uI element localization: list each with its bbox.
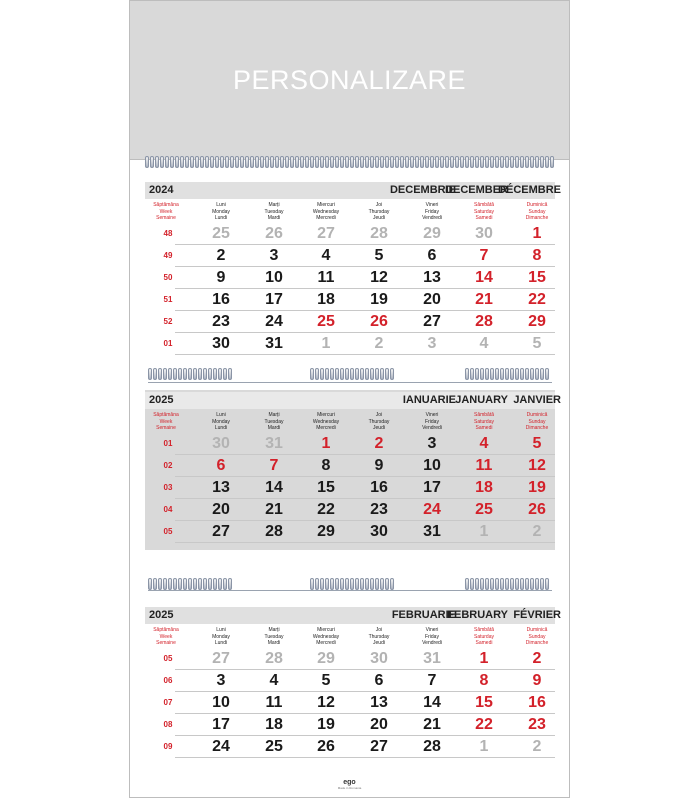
day-cell: 5 bbox=[321, 672, 331, 689]
day-cell: 30 bbox=[370, 650, 388, 667]
day-header-line: Joi bbox=[375, 202, 383, 208]
day-cell: 16 bbox=[528, 694, 546, 711]
day-header-line: Wednesday bbox=[312, 633, 340, 640]
day-header-line: Luni bbox=[216, 202, 226, 208]
year-label: 2025 bbox=[149, 394, 174, 406]
day-cell: 26 bbox=[370, 313, 388, 330]
week-number: 01 bbox=[163, 439, 173, 448]
week-row bbox=[145, 670, 555, 692]
day-cell: 9 bbox=[532, 672, 542, 689]
day-header-line: Monday bbox=[212, 633, 230, 640]
week-header-line: Week bbox=[159, 633, 173, 640]
day-cell: 12 bbox=[528, 457, 546, 474]
month-block bbox=[145, 390, 561, 550]
week-column-header bbox=[149, 412, 183, 432]
spiral-binding bbox=[465, 578, 551, 590]
day-cell: 1 bbox=[479, 523, 489, 540]
day-cell: 31 bbox=[423, 523, 441, 540]
week-header-line: Week bbox=[159, 418, 173, 425]
day-cell: 15 bbox=[317, 479, 335, 496]
week-header-line: Semaine bbox=[156, 640, 176, 646]
month-block bbox=[145, 180, 561, 362]
day-header bbox=[248, 202, 300, 222]
day-cell: 8 bbox=[479, 672, 489, 689]
day-header-line: Vineri bbox=[425, 412, 439, 418]
day-cell: 4 bbox=[321, 247, 331, 264]
day-cell: 19 bbox=[317, 716, 335, 733]
day-cell: 17 bbox=[265, 291, 283, 308]
spiral-binding bbox=[148, 368, 234, 380]
footer-logo: ego bbox=[343, 779, 356, 786]
day-cell: 2 bbox=[532, 650, 542, 667]
week-header-line: Semaine bbox=[156, 425, 176, 431]
week-row bbox=[145, 648, 555, 670]
day-header bbox=[511, 412, 563, 432]
day-cell: 25 bbox=[265, 738, 283, 755]
day-header-line: Sâmbătă bbox=[473, 202, 494, 208]
week-number: 49 bbox=[163, 251, 173, 260]
month-name: DECEMBER bbox=[445, 184, 508, 196]
day-header-line: Marți bbox=[268, 202, 280, 208]
day-header-line: Wednesday bbox=[312, 208, 340, 215]
day-cell: 13 bbox=[423, 269, 441, 286]
week-header-line: Săptămâna bbox=[153, 412, 179, 418]
day-header-line: Dimanche bbox=[525, 640, 549, 646]
week-header-line: Săptămâna bbox=[153, 627, 179, 633]
cluster-rule bbox=[148, 590, 552, 591]
day-cell: 30 bbox=[370, 523, 388, 540]
day-cell: 16 bbox=[212, 291, 230, 308]
day-header-line: Samedi bbox=[475, 215, 493, 221]
day-cell: 21 bbox=[265, 501, 283, 518]
day-cell: 22 bbox=[317, 501, 335, 518]
day-header-line: Mardi bbox=[267, 425, 281, 431]
day-header-line: Jeudi bbox=[373, 215, 385, 221]
day-cell: 28 bbox=[265, 523, 283, 540]
day-cell: 30 bbox=[475, 225, 493, 242]
week-header-line: Week bbox=[159, 208, 173, 215]
day-header bbox=[353, 627, 405, 647]
day-cell: 7 bbox=[427, 672, 437, 689]
week-number: 09 bbox=[163, 742, 173, 751]
day-cell: 30 bbox=[212, 435, 230, 452]
day-header bbox=[300, 627, 352, 647]
week-row bbox=[145, 521, 555, 543]
day-header-line: Friday bbox=[425, 208, 439, 215]
spiral-binding bbox=[310, 578, 396, 590]
month-name: JANUARY bbox=[455, 394, 508, 406]
day-header-line: Sunday bbox=[528, 633, 546, 640]
day-header-line: Saturday bbox=[473, 418, 494, 425]
week-row bbox=[145, 311, 555, 333]
day-cell: 2 bbox=[374, 435, 384, 452]
week-header-line: Săptămâna bbox=[153, 202, 179, 208]
day-cell: 31 bbox=[265, 435, 283, 452]
day-header-line: Miercuri bbox=[317, 627, 335, 633]
day-cell: 21 bbox=[475, 291, 493, 308]
day-cell: 29 bbox=[317, 523, 335, 540]
day-cell: 20 bbox=[212, 501, 230, 518]
day-header-line: Duminică bbox=[526, 627, 548, 633]
day-cell: 23 bbox=[370, 501, 388, 518]
day-cell: 6 bbox=[427, 247, 437, 264]
day-cell: 4 bbox=[479, 335, 489, 352]
day-cell: 18 bbox=[265, 716, 283, 733]
day-header-line: Joi bbox=[375, 627, 383, 633]
day-cell: 1 bbox=[321, 435, 331, 452]
day-header bbox=[406, 412, 458, 432]
day-header bbox=[458, 202, 510, 222]
day-cell: 6 bbox=[374, 672, 384, 689]
day-cell: 18 bbox=[317, 291, 335, 308]
day-cell: 1 bbox=[532, 225, 542, 242]
week-number: 05 bbox=[163, 527, 173, 536]
day-cell: 3 bbox=[427, 335, 437, 352]
day-header-line: Mercredi bbox=[316, 640, 336, 646]
day-cell: 26 bbox=[528, 501, 546, 518]
day-cell: 28 bbox=[265, 650, 283, 667]
day-header-line: Duminică bbox=[526, 412, 548, 418]
day-header-line: Marți bbox=[268, 412, 280, 418]
day-cell: 2 bbox=[532, 523, 542, 540]
month-name: DECEMBRIE bbox=[389, 184, 456, 196]
day-cell: 7 bbox=[269, 457, 279, 474]
day-header bbox=[195, 627, 247, 647]
day-header-line: Dimanche bbox=[525, 425, 549, 431]
day-header-line: Friday bbox=[425, 633, 439, 640]
day-cell: 31 bbox=[423, 650, 441, 667]
day-header-line: Luni bbox=[216, 627, 226, 633]
day-cell: 30 bbox=[212, 335, 230, 352]
day-cell: 11 bbox=[265, 694, 283, 711]
day-header bbox=[511, 202, 563, 222]
day-header-line: Sâmbătă bbox=[473, 627, 494, 633]
day-cell: 13 bbox=[212, 479, 230, 496]
day-cell: 14 bbox=[423, 694, 441, 711]
day-header bbox=[300, 412, 352, 432]
year-label: 2025 bbox=[149, 609, 174, 621]
day-cell: 21 bbox=[423, 716, 441, 733]
day-cell: 12 bbox=[370, 269, 388, 286]
day-header-line: Vineri bbox=[425, 627, 439, 633]
day-cell: 11 bbox=[475, 457, 493, 474]
week-row bbox=[145, 267, 555, 289]
day-header-line: Monday bbox=[212, 418, 230, 425]
day-header-line: Tuesday bbox=[264, 418, 284, 425]
week-number: 51 bbox=[163, 295, 173, 304]
day-cell: 8 bbox=[532, 247, 542, 264]
day-header-line: Mercredi bbox=[316, 425, 336, 431]
day-cell: 29 bbox=[423, 225, 441, 242]
day-cell: 16 bbox=[370, 479, 388, 496]
week-number: 48 bbox=[163, 229, 173, 238]
day-header-line: Thursday bbox=[368, 633, 390, 640]
day-cell: 7 bbox=[479, 247, 489, 264]
week-row bbox=[145, 333, 555, 355]
day-header-line: Joi bbox=[375, 412, 383, 418]
day-cell: 29 bbox=[317, 650, 335, 667]
day-cell: 25 bbox=[212, 225, 230, 242]
day-header bbox=[353, 412, 405, 432]
header-panel bbox=[129, 0, 570, 160]
day-cell: 20 bbox=[370, 716, 388, 733]
day-header-line: Vineri bbox=[425, 202, 439, 208]
week-number: 03 bbox=[163, 483, 173, 492]
week-number: 52 bbox=[163, 317, 173, 326]
day-cell: 17 bbox=[212, 716, 230, 733]
day-cell: 27 bbox=[423, 313, 441, 330]
spiral-binding bbox=[310, 368, 396, 380]
day-header-line: Vendredi bbox=[422, 215, 442, 221]
day-header-line: Thursday bbox=[368, 418, 390, 425]
week-row bbox=[145, 714, 555, 736]
week-column-header bbox=[149, 202, 183, 222]
day-cell: 3 bbox=[216, 672, 226, 689]
day-cell: 25 bbox=[475, 501, 493, 518]
day-cell: 4 bbox=[479, 435, 489, 452]
day-cell: 22 bbox=[475, 716, 493, 733]
day-header-line: Samedi bbox=[475, 640, 493, 646]
day-cell: 14 bbox=[475, 269, 493, 286]
day-cell: 31 bbox=[265, 335, 283, 352]
day-header-line: Friday bbox=[425, 418, 439, 425]
day-cell: 12 bbox=[317, 694, 335, 711]
day-header-line: Monday bbox=[212, 208, 230, 215]
cluster-rule bbox=[148, 382, 552, 383]
day-cell: 27 bbox=[370, 738, 388, 755]
day-cell: 1 bbox=[479, 738, 489, 755]
day-cell: 28 bbox=[370, 225, 388, 242]
day-cell: 2 bbox=[216, 247, 226, 264]
day-header bbox=[300, 202, 352, 222]
day-header-line: Wednesday bbox=[312, 418, 340, 425]
day-header-line: Mardi bbox=[267, 640, 281, 646]
day-cell: 27 bbox=[317, 225, 335, 242]
week-number: 02 bbox=[163, 461, 173, 470]
day-header bbox=[353, 202, 405, 222]
day-cell: 3 bbox=[269, 247, 279, 264]
day-cell: 25 bbox=[317, 313, 335, 330]
day-cell: 19 bbox=[528, 479, 546, 496]
day-header-line: Miercuri bbox=[317, 202, 335, 208]
week-number: 04 bbox=[163, 505, 173, 514]
day-cell: 5 bbox=[532, 335, 542, 352]
day-header-line: Sunday bbox=[528, 418, 546, 425]
day-cell: 18 bbox=[475, 479, 493, 496]
day-cell: 10 bbox=[212, 694, 230, 711]
day-header-line: Jeudi bbox=[373, 425, 385, 431]
day-cell: 13 bbox=[370, 694, 388, 711]
day-cell: 29 bbox=[528, 313, 546, 330]
week-row bbox=[145, 455, 555, 477]
day-header bbox=[195, 412, 247, 432]
day-header-line: Mercredi bbox=[316, 215, 336, 221]
day-header-line: Miercuri bbox=[317, 412, 335, 418]
footer bbox=[129, 779, 570, 790]
day-cell: 24 bbox=[212, 738, 230, 755]
month-block bbox=[145, 605, 561, 765]
day-cell: 9 bbox=[374, 457, 384, 474]
day-header bbox=[195, 202, 247, 222]
month-name: FEBRUARIE bbox=[391, 609, 456, 621]
day-header-line: Lundi bbox=[214, 640, 228, 646]
day-cell: 26 bbox=[265, 225, 283, 242]
year-label: 2024 bbox=[149, 184, 174, 196]
day-cell: 17 bbox=[423, 479, 441, 496]
day-header-line: Mardi bbox=[267, 215, 281, 221]
day-cell: 28 bbox=[475, 313, 493, 330]
month-name: DÉCEMBRE bbox=[498, 184, 561, 196]
day-header bbox=[248, 412, 300, 432]
day-header-line: Thursday bbox=[368, 208, 390, 215]
day-cell: 19 bbox=[370, 291, 388, 308]
day-cell: 23 bbox=[212, 313, 230, 330]
day-cell: 14 bbox=[265, 479, 283, 496]
week-row bbox=[145, 245, 555, 267]
day-header-line: Lundi bbox=[214, 425, 228, 431]
day-cell: 10 bbox=[265, 269, 283, 286]
day-cell: 28 bbox=[423, 738, 441, 755]
week-number: 05 bbox=[163, 654, 173, 663]
day-header bbox=[458, 412, 510, 432]
footer-small-text: Made in Romania bbox=[337, 786, 362, 790]
spiral-binding bbox=[465, 368, 551, 380]
week-row bbox=[145, 289, 555, 311]
month-name: IANUARIE bbox=[402, 394, 456, 406]
day-cell: 24 bbox=[265, 313, 283, 330]
day-cell: 26 bbox=[317, 738, 335, 755]
day-header-line: Jeudi bbox=[373, 640, 385, 646]
week-row bbox=[145, 223, 555, 245]
header-title: PERSONALIZARE bbox=[232, 65, 467, 95]
day-cell: 27 bbox=[212, 523, 230, 540]
week-number: 06 bbox=[163, 676, 173, 685]
day-cell: 3 bbox=[427, 435, 437, 452]
day-header bbox=[248, 627, 300, 647]
day-header bbox=[458, 627, 510, 647]
day-header-line: Vendredi bbox=[422, 640, 442, 646]
day-cell: 5 bbox=[374, 247, 384, 264]
week-row bbox=[145, 477, 555, 499]
month-name: JANVIER bbox=[513, 394, 561, 406]
day-cell: 15 bbox=[475, 694, 493, 711]
day-header-line: Saturday bbox=[473, 633, 494, 640]
day-cell: 10 bbox=[423, 457, 441, 474]
day-header-line: Tuesday bbox=[264, 633, 284, 640]
day-header-line: Tuesday bbox=[264, 208, 284, 215]
day-cell: 2 bbox=[374, 335, 384, 352]
day-cell: 9 bbox=[216, 269, 226, 286]
week-row bbox=[145, 736, 555, 758]
day-cell: 22 bbox=[528, 291, 546, 308]
day-cell: 11 bbox=[317, 269, 335, 286]
day-cell: 1 bbox=[321, 335, 331, 352]
week-column-header bbox=[149, 627, 183, 647]
week-number: 50 bbox=[163, 273, 173, 282]
day-cell: 23 bbox=[528, 716, 546, 733]
day-header-line: Lundi bbox=[214, 215, 228, 221]
day-header-line: Saturday bbox=[473, 208, 494, 215]
day-cell: 2 bbox=[532, 738, 542, 755]
day-header-line: Marți bbox=[268, 627, 280, 633]
day-cell: 27 bbox=[212, 650, 230, 667]
week-row bbox=[145, 499, 555, 521]
day-header-line: Dimanche bbox=[525, 215, 549, 221]
week-row bbox=[145, 692, 555, 714]
spiral-binding bbox=[148, 578, 234, 590]
day-header-line: Sâmbătă bbox=[473, 412, 494, 418]
day-cell: 5 bbox=[532, 435, 542, 452]
day-header bbox=[511, 627, 563, 647]
week-number: 07 bbox=[163, 698, 173, 707]
day-header-line: Vendredi bbox=[422, 425, 442, 431]
week-number: 08 bbox=[163, 720, 173, 729]
week-number: 01 bbox=[163, 339, 173, 348]
day-header-line: Sunday bbox=[528, 208, 546, 215]
day-header bbox=[406, 627, 458, 647]
day-cell: 20 bbox=[423, 291, 441, 308]
month-name: FÉVRIER bbox=[513, 609, 561, 621]
day-cell: 1 bbox=[479, 650, 489, 667]
day-header bbox=[406, 202, 458, 222]
spiral-binding-top bbox=[145, 156, 555, 168]
day-header-line: Luni bbox=[216, 412, 226, 418]
day-header-line: Samedi bbox=[475, 425, 493, 431]
day-header-line: Duminică bbox=[526, 202, 548, 208]
week-row bbox=[145, 433, 555, 455]
month-name: FEBRUARY bbox=[447, 609, 508, 621]
day-cell: 4 bbox=[269, 672, 279, 689]
day-cell: 6 bbox=[216, 457, 226, 474]
week-header-line: Semaine bbox=[156, 215, 176, 221]
day-cell: 15 bbox=[528, 269, 546, 286]
day-cell: 8 bbox=[321, 457, 331, 474]
day-cell: 24 bbox=[423, 501, 441, 518]
